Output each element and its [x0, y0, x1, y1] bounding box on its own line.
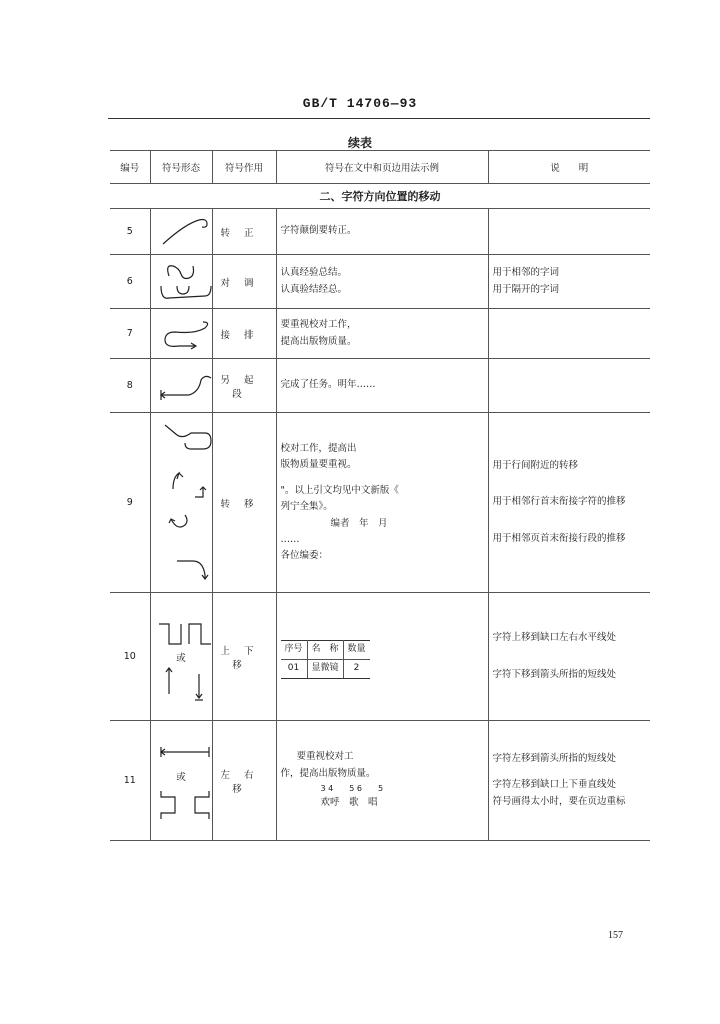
- page-number: 157: [608, 930, 623, 941]
- description-line: 用于相邻的字词: [492, 267, 560, 279]
- row-number: 9: [110, 413, 150, 593]
- new-paragraph-symbol-icon: [155, 360, 217, 412]
- row-number: 8: [110, 359, 150, 413]
- description-cell: [488, 721, 650, 841]
- symbol-shape-cell: [150, 721, 212, 841]
- description-line: 字符左移到缺口上下垂直线处: [492, 779, 617, 791]
- symbol-shape-cell: [150, 359, 212, 413]
- row-number: 10: [110, 593, 150, 721]
- proofreading-symbol-table: [110, 150, 650, 841]
- transfer-symbols-icon: [155, 415, 217, 591]
- usage-example-cell: [276, 255, 488, 309]
- symbol-function: 左右移: [212, 721, 276, 841]
- symbol-function: 对调: [212, 255, 276, 309]
- symbol-function: 转正: [212, 209, 276, 255]
- symbol-shape-cell: [150, 255, 212, 309]
- inner-data-cell: 01: [281, 660, 308, 679]
- example-inner-table: [281, 640, 370, 679]
- table-header-row: [110, 151, 650, 184]
- example-line: 认真验结经总。: [280, 283, 348, 295]
- usage-example-cell: [276, 413, 488, 593]
- inner-data-cell: 显微镜: [307, 660, 343, 679]
- description-cell: [488, 593, 650, 721]
- move-down-symbol-icon: [155, 664, 217, 704]
- move-up-symbol-icon: [155, 610, 217, 650]
- symbol-shape-cell: [150, 209, 212, 255]
- example-line: 作，提高出版物质量。: [280, 767, 376, 779]
- row-number: 7: [110, 309, 150, 359]
- symbol-function: 接排: [212, 309, 276, 359]
- or-label: 或: [176, 771, 186, 783]
- move-right-symbol-icon: [155, 783, 217, 823]
- section-title: 二、字符方向位置的移动: [110, 184, 650, 209]
- usage-example-cell: [276, 309, 488, 359]
- example-line: 校对工作，提高出: [280, 443, 357, 454]
- symbol-function: 另起段: [212, 359, 276, 413]
- table-row: [110, 255, 650, 309]
- inner-header-cell: 数量: [343, 641, 370, 660]
- description-line: 符号画得太小时，要在页边重标: [492, 795, 626, 807]
- usage-example-cell: [276, 209, 488, 255]
- description-cell: [488, 255, 650, 309]
- example-line: 列宁全集》。: [280, 501, 333, 513]
- example-line: 3 4 5 6 5: [320, 783, 384, 793]
- usage-example-cell: [276, 593, 488, 721]
- row-number: 5: [110, 209, 150, 255]
- inner-data-cell: 2: [343, 660, 370, 679]
- table-row: [110, 309, 650, 359]
- example-line: ……: [280, 533, 300, 545]
- description-line: 字符上移到缺口左右水平线处: [492, 632, 617, 644]
- example-line: 认真经验总结。: [280, 267, 348, 279]
- symbol-shape-cell: [150, 413, 212, 593]
- symbol-function: 转移: [212, 413, 276, 593]
- symbol-shape-cell: [150, 309, 212, 359]
- description-line: 字符下移到箭头所指的短线处: [492, 668, 617, 680]
- example-line: 版物质量要重视。: [280, 459, 357, 471]
- rotate-correct-symbol-icon: [155, 210, 217, 254]
- col-header-symbol-shape: 符号形态: [150, 151, 212, 184]
- description-line: 用于行间附近的转移: [492, 460, 579, 472]
- row-number: 6: [110, 255, 150, 309]
- description-line: 字符左移到箭头所指的短线处: [492, 753, 617, 765]
- example-line: 字符颠倒要转正。: [280, 225, 357, 237]
- inner-header-cell: 名 称: [307, 641, 343, 660]
- usage-example-cell: [276, 721, 488, 841]
- symbol-function: 上下移: [212, 593, 276, 721]
- table-row: [110, 209, 650, 255]
- description-line: 用于相邻页首末衔接行段的推移: [492, 532, 626, 544]
- inner-header-cell: 序号: [281, 641, 308, 660]
- row-number: 11: [110, 721, 150, 841]
- example-line: 欢呼 歌 唱: [320, 797, 378, 809]
- description-cell: [488, 309, 650, 359]
- example-line: 完成了任务。明年……: [280, 379, 376, 391]
- table-row: [110, 413, 650, 593]
- description-cell: [488, 413, 650, 593]
- move-left-symbol-icon: [155, 739, 217, 769]
- section-row: [110, 184, 650, 209]
- or-label: 或: [176, 652, 186, 664]
- description-line: 用于隔开的字词: [492, 283, 560, 295]
- example-line: 要重视校对工作，: [280, 319, 357, 331]
- example-line: 各位编委：: [280, 549, 329, 561]
- example-line: 要重视校对工: [296, 751, 354, 763]
- standard-code-header: GB/T 14706—93: [302, 96, 418, 111]
- swap-symbol-icon: [155, 256, 217, 308]
- table-row: [110, 593, 650, 721]
- col-header-symbol-function: 符号作用: [212, 151, 276, 184]
- example-line: 编者 年 月: [330, 517, 388, 529]
- symbol-shape-cell: [150, 593, 212, 721]
- description-cell: [488, 359, 650, 413]
- description-line: 用于相邻行首末衔接字符的推移: [492, 496, 626, 508]
- col-header-usage-example: 符号在文中和页边用法示例: [276, 151, 488, 184]
- col-header-number: 编号: [110, 151, 150, 184]
- example-line: "。以上引文均见中文新版《: [280, 485, 399, 497]
- description-cell: [488, 209, 650, 255]
- col-header-description: 说 明: [488, 151, 650, 184]
- table-row: [110, 721, 650, 841]
- example-line: 提高出版物质量。: [280, 335, 357, 347]
- usage-example-cell: [276, 359, 488, 413]
- table-caption: 续表: [347, 136, 372, 150]
- table-row: [110, 359, 650, 413]
- join-lines-symbol-icon: [155, 310, 217, 358]
- header-rule: [108, 118, 650, 119]
